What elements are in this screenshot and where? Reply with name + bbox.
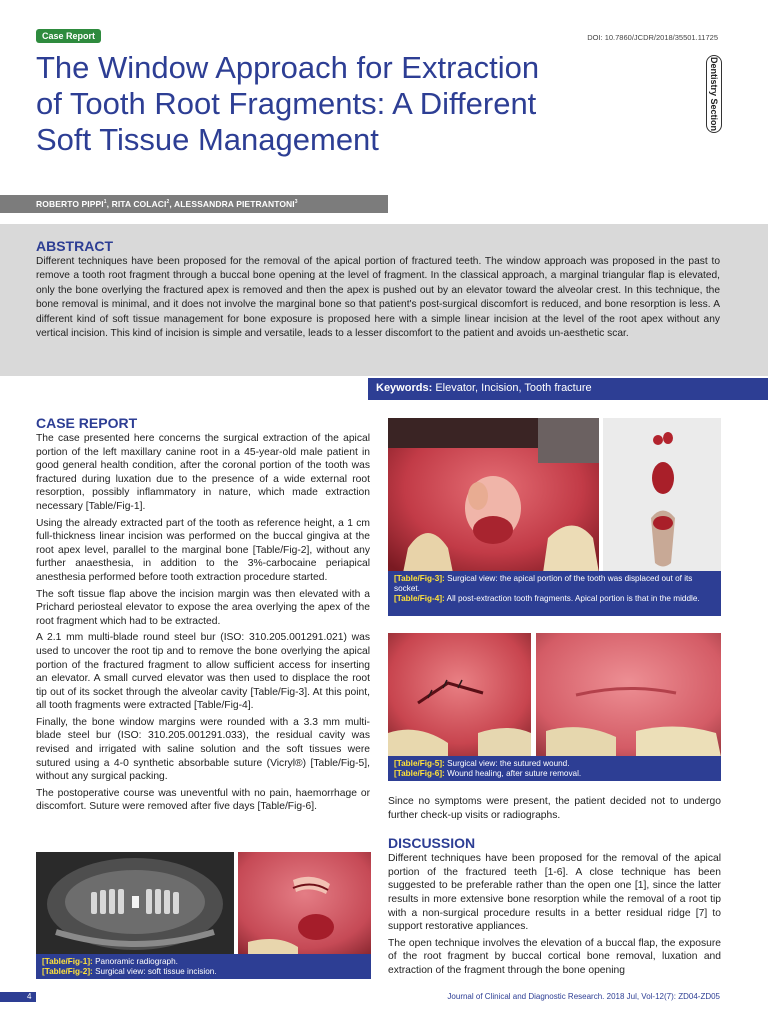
case-paragraph: The case presented here concerns the surgical extraction of the apical portion of the left maxillary canine root in a 45-year-old male patient in good general health condition, after the coronal portion of the tooth was fractured during luxation due to the presence of a wide external root resorption, possibly inflammatory in nature, which made extraction necessary [Table/Fig-1].: [36, 433, 370, 512]
author-2[interactable]: RITA COLACI: [111, 199, 167, 209]
article-title: [36, 50, 596, 158]
fig3-ref: [Table/Fig-3]:: [394, 574, 445, 583]
section-label: Dentistry Section: [709, 56, 719, 132]
fig6-ref: [Table/Fig-6]:: [394, 769, 445, 778]
page-number-tab: [0, 992, 36, 1002]
case-report-heading: CASE REPORT: [36, 415, 138, 431]
case-report-column: [36, 414, 370, 817]
case-paragraph: The soft tissue flap above the incision margin was then elevated with a Prichard periosteal elevator to expose the area overlying the apex of the root fragment which had to be extracted.: [36, 588, 370, 627]
fig3-caption-text: Surgical view: the apical portion of the tooth was displaced out of its socket.: [394, 574, 693, 593]
abstract-section: [0, 224, 768, 376]
keywords-label: Keywords:: [376, 382, 433, 394]
title-line-1: The Window Approach for Extraction: [36, 50, 540, 85]
discussion-paragraph: Different techniques have been proposed for the removal of the apical portion of the fractured teeth [1-6]. A close technique has been suggested to be preferable rather than the open one [1], since the latter results in more extensive bone resorption while the removal of a root tip with a non-surgical procedure results in a better residual ridge [7] to support restorative appliances.: [388, 853, 721, 933]
author-3-affil: 3: [294, 199, 298, 206]
doi-text[interactable]: DOI: 10.7860/JCDR/2018/35501.11725: [587, 33, 718, 42]
discussion-column: [388, 795, 721, 981]
title-line-3: Soft Tissue Management: [36, 122, 379, 157]
discussion-heading: DISCUSSION: [388, 835, 476, 852]
fig4-ref: [Table/Fig-4]:: [394, 594, 445, 603]
author-2-affil: 2: [166, 199, 170, 206]
section-tab: [706, 55, 722, 133]
fig5-caption-text: Surgical view: the sutured wound.: [447, 759, 570, 768]
fig2-ref: [Table/Fig-2]:: [42, 967, 93, 976]
figure-3-4-caption: [388, 571, 721, 616]
fig6-caption-text: Wound healing, after suture removal.: [447, 769, 582, 778]
author-1-affil: 1: [103, 199, 107, 206]
keywords-value: Elevator, Incision, Tooth fracture: [435, 382, 592, 394]
discussion-paragraph: The open technique involves the elevation of a buccal flap, the exposure of the root fragment by buccal cortical bone removal, luxation and extraction of the fragment through the bone opening: [388, 937, 721, 976]
figure-3-photo: [388, 418, 599, 573]
figure-4-photo: [603, 418, 721, 573]
case-paragraph: Using the already extracted part of the tooth as reference height, a 1 cm full-thickness linear incision was performed on the buccal gingiva at the root apex level, parallel to the marginal bone [Table/Fig-2], without any further anaesthesia, in addition to the 3%-carbocaine periapical anesthesia performed before tooth extraction procedure started.: [36, 517, 370, 583]
figure-5-6-caption: [388, 756, 721, 781]
fig1-caption-text: Panoramic radiograph.: [95, 957, 178, 966]
author-3[interactable]: ALESSANDRA PIETRANTONI: [174, 199, 295, 209]
fig4-caption-text: All post-extraction tooth fragments. Apical portion is that in the middle.: [446, 594, 700, 603]
figure-2-photo: [238, 852, 371, 956]
abstract-text: Different techniques have been proposed for the removal of the apical portion of fractured teeth. The window approach was proposed in the past to remove a tooth root fragment through a buccal bone opening at the level of fragment. In the classical approach, a marginal triangular flap is elevated, only the bone overlying the fractured apex is removed and then the apex is pushed out by an elevator toward the alveolar crest. In this technique, the bone removal is minimal, and it does not involve the marginal bone so that patient's post-surgical discomfort is reduced, and bone resorption is less. A different kind of soft tissue management for bone exposure is proposed here with a simple linear incision at the level of the root apex without any vertical incision. This kind of incision is simple and versatile, leads to a lesser discomfort to the patient and avoids un-aesthetic scar.: [36, 256, 720, 340]
fig1-ref: [Table/Fig-1]:: [42, 957, 93, 966]
title-line-2: of Tooth Root Fragments: A Different: [36, 86, 537, 121]
article-type-badge: Case Report: [36, 29, 101, 43]
abstract-heading: ABSTRACT: [36, 238, 113, 254]
figure-1-2-caption: [36, 954, 371, 979]
figure-6-photo: [536, 633, 721, 757]
author-bar: ROBERTO PIPPI$^1$, RITA COLACI$^2$, ALESSANDRA PIETRANTONI$^3$: [0, 195, 388, 213]
author-1[interactable]: ROBERTO PIPPI: [36, 199, 104, 209]
page-number: 4: [27, 992, 32, 1001]
journal-footer: Journal of Clinical and Diagnostic Research. 2018 Jul, Vol-12(7): ZD04-ZD05: [447, 992, 720, 1001]
fig5-ref: [Table/Fig-5]:: [394, 759, 445, 768]
keywords-bar: [368, 378, 768, 400]
figure-5-photo: [388, 633, 531, 757]
case-paragraph: Finally, the bone window margins were rounded with a 3.3 mm multi-blade steel bur (ISO: 310.205.001291.033), the residual cavity was revised and irrigated with saline solution and the soft tissues were sutured using a 4-0 synthetic absorbable suture (Vicryl®) [Table/Fig-5], without any surgical packing.: [36, 716, 370, 783]
case-paragraph: The postoperative course was uneventful with no pain, haemorrhage or discomfort. Suture were removed after five days [Table/Fig-6].: [36, 787, 370, 813]
figure-1-radiograph: [36, 852, 234, 956]
followup-paragraph: Since no symptoms were present, the patient decided not to undergo further check-up visits or radiographs.: [388, 796, 721, 821]
case-paragraph: A 2.1 mm multi-blade round steel bur (ISO: 310.205.001291.021) was used to uncover the root tip and to remove the bone overlying the apical portion of the fractured fragment to allow sufficient access for inserting an elevator. A small curved elevator was then used to displace the root tip out of its socket through the alveolar cavity [Table/Fig-3]. At this point, all tooth fragments were extracted [Table/Fig-4].: [36, 632, 370, 712]
fig2-caption-text: Surgical view: soft tissue incision.: [95, 967, 217, 976]
